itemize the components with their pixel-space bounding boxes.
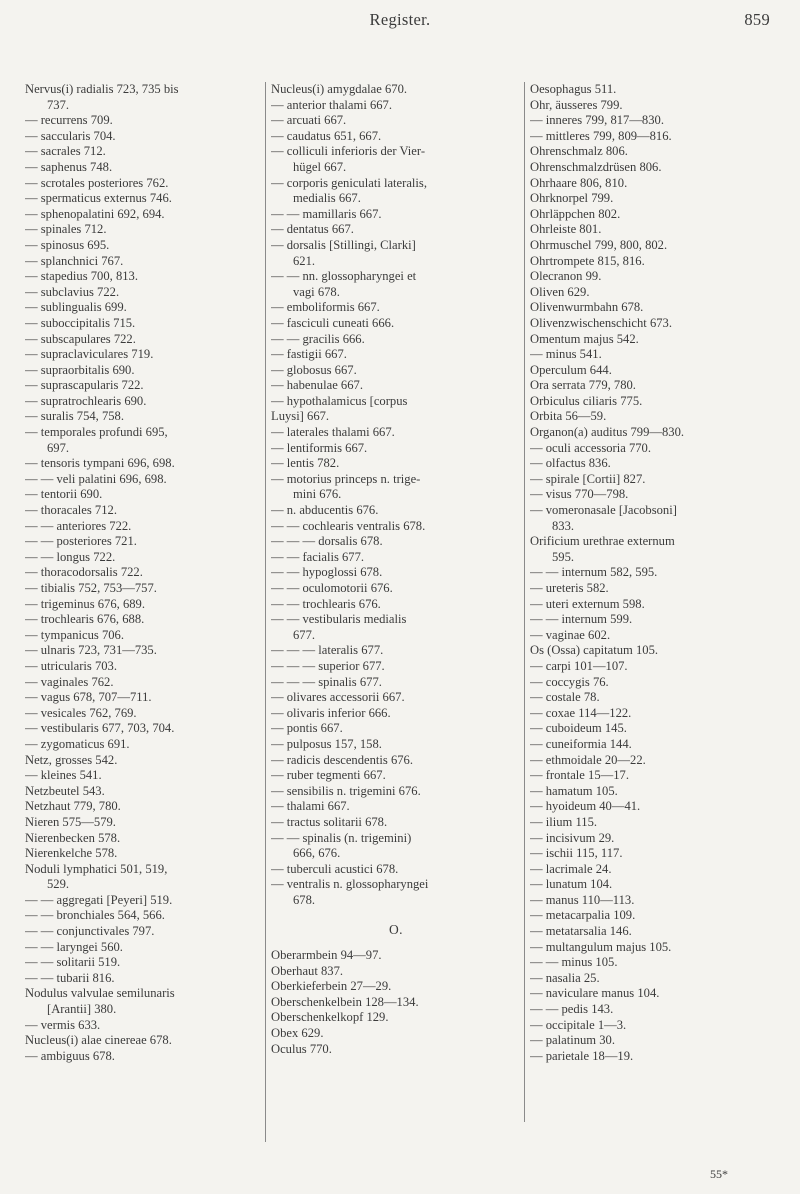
index-entry-line: — supraorbitalis 690. [25,362,135,377]
index-entry-line: — habenulae 667. [271,378,363,393]
index-entry-line: — vomeronasale [Jacobsoni] [530,503,677,518]
index-entry-line: — spirale [Cortii] 827. [530,471,646,486]
index-entry-line: Ohrenschmalzdrüsen 806. [530,159,662,174]
index-entry-line: — — pedis 143. [530,1002,614,1017]
index-entry-line: — — aggregati [Peyeri] 519. [25,892,173,907]
index-entry-line: — suboccipitalis 715. [25,315,136,330]
index-entry-line: — hamatum 105. [530,783,618,798]
index-entry-line: — suprascapularis 722. [25,378,144,393]
index-entry-line: 666, 676. [293,846,341,861]
index-entry-line: — globosus 667. [271,362,357,377]
index-entry-line: Oberhaut 837. [271,963,344,978]
index-entry-line: Ohrknorpel 799. [530,191,614,206]
index-entry-line: — occipitale 1—3. [530,1017,627,1032]
column-rule [524,82,525,1122]
index-entry-line: — hypothalamicus [corpus [271,393,408,408]
index-entry-line: — — facialis 677. [271,549,365,564]
index-entry-line: — thalami 667. [271,799,350,814]
index-entry-line: — frontale 15—17. [530,768,629,783]
index-entry-line: — trochlearis 676, 688. [25,612,145,627]
index-entry-line: — motorius princeps n. trige- [271,471,421,486]
index-entry-line: — minus 541. [530,347,602,362]
index-entry-line: Orificium urethrae externum [530,534,675,549]
index-entry-line: Oculus 770. [271,1041,332,1056]
index-entry-line: 697. [47,440,70,455]
index-entry-line: — suralis 754, 758. [25,409,124,424]
index-entry-line: 833. [552,518,575,533]
index-entry-line: Nierenkelche 578. [25,846,118,861]
index-entry-line: — olivares accessorii 667. [271,690,405,705]
index-column-2 [271,82,521,1162]
index-entry-line: — carpi 101—107. [530,658,628,673]
index-entry-line: — olfactus 836. [530,456,611,471]
index-entry-line: — stapedius 700, 813. [25,269,138,284]
index-entry-line: — — mamillaris 667. [271,206,382,221]
index-entry-line: — — nn. glossopharyngei et [271,269,417,284]
index-entry-line: mini 676. [293,487,342,502]
index-entry-line: Ora serrata 779, 780. [530,378,636,393]
index-entry-line: — radicis descendentis 676. [271,752,413,767]
index-entry-line: — — longus 722. [25,549,116,564]
index-entry-line: — anterior thalami 667. [271,97,393,112]
index-entry-line: 677. [293,627,316,642]
index-entry-line: 737. [47,97,70,112]
index-entry-line: — coxae 114—122. [530,705,632,720]
index-column-3 [530,82,775,1162]
index-entry-line: — thoracodorsalis 722. [25,565,143,580]
index-entry-line: — temporales profundi 695, [25,425,168,440]
index-entry-line: — olivaris inferior 666. [271,705,391,720]
index-entry-line: — colliculi inferioris der Vier- [271,144,426,159]
index-entry-line: — vagus 678, 707—711. [25,690,152,705]
index-entry-line: — — conjunctivales 797. [25,924,155,939]
index-entry-line: — ilium 115. [530,814,598,829]
index-entry-line: — nasalia 25. [530,970,600,985]
index-entry-line: — oculi accessoria 770. [530,440,651,455]
index-entry-line: — recurrens 709. [25,113,113,128]
index-entry-line: Ohrleiste 801. [530,222,602,237]
index-entry-line: Operculum 644. [530,362,612,377]
index-entry-line: Nodulus valvulae semilunaris [25,986,175,1001]
index-entry-line: Nucleus(i) alae cinereae 678. [25,1033,172,1048]
index-entry-line: — n. abducentis 676. [271,503,379,518]
index-entry-line: — cuneiformia 144. [530,736,632,751]
index-entry-line: — mittleres 799, 809—816. [530,128,672,143]
index-entry-line: — vestibularis 677, 703, 704. [25,721,175,736]
index-entry-line: — ventralis n. glossopharyngei [271,877,429,892]
index-entry-line: — — internum 599. [530,612,633,627]
index-entry-line: — kleines 541. [25,768,102,783]
index-entry-line: — caudatus 651, 667. [271,128,382,143]
index-entry-line: — utricularis 703. [25,658,117,673]
index-entry-line: — vaginae 602. [530,627,611,642]
index-entry-line: — trigeminus 676, 689. [25,596,145,611]
index-entry-line: — lacrimale 24. [530,861,612,876]
index-entry-line: — uteri externum 598. [530,596,645,611]
index-entry-line: — tympanicus 706. [25,627,124,642]
index-entry-line: Netzbeutel 543. [25,783,105,798]
index-entry-line: — lentiformis 667. [271,440,368,455]
index-entry-line: — emboliformis 667. [271,300,380,315]
index-entry-line: — sphenopalatini 692, 694. [25,206,165,221]
index-entry-line: — ureteris 582. [530,581,609,595]
index-entry-line: — ischii 115, 117. [530,846,623,861]
index-entry-line: — arcuati 667. [271,113,347,128]
index-entry-line: Ohrtrompete 815, 816. [530,253,645,268]
index-entry-line: — dentatus 667. [271,222,354,237]
index-entry-line: — costale 78. [530,690,600,705]
index-entry-line: — fastigii 667. [271,347,347,362]
index-entry-line: — — internum 582, 595. [530,565,658,580]
running-head [0,10,800,36]
index-entry-line: — saphenus 748. [25,159,113,174]
index-entry-line: Omentum majus 542. [530,331,639,346]
index-entry-line: — thoracales 712. [25,503,117,518]
index-entry-line: — dorsalis [Stillingi, Clarki] [271,237,416,252]
index-entry-line: — sensibilis n. trigemini 676. [271,783,421,798]
index-entry-line: 595. [552,549,575,564]
index-entry-line: Nierenbecken 578. [25,830,121,845]
index-entry-line: — — tubarii 816. [25,970,115,985]
index-entry-line: medialis 667. [293,191,361,206]
index-entry-line: Ohrhaare 806, 810. [530,175,628,190]
index-entry-line: — naviculare manus 104. [530,986,660,1001]
index-entry-line: Oberschenkelbein 128—134. [271,994,419,1009]
index-entry-line: — hyoideum 40—41. [530,799,641,814]
index-entry-line: Ohr, äusseres 799. [530,97,623,112]
index-entry-line: — incisivum 29. [530,830,615,845]
index-entry-line: — — bronchiales 564, 566. [25,908,165,923]
index-entry-line: — spermaticus externus 746. [25,191,172,206]
index-entry-line: — — — spinalis 677. [271,674,382,689]
column-rule [265,82,266,1142]
index-entry-line: — ethmoidale 20—22. [530,752,646,767]
index-entry-line: Olivenwurmbahn 678. [530,300,644,315]
index-entry-line: Olecranon 99. [530,269,602,284]
index-entry-line: — pulposus 157, 158. [271,736,382,751]
index-entry-line: — — spinalis (n. trigemini) [271,830,412,845]
index-entry-line: Noduli lymphatici 501, 519, [25,861,168,876]
index-entry-line: — tuberculi acustici 678. [271,861,399,876]
index-entry-line: — coccygis 76. [530,674,609,689]
index-entry-line: — subclavius 722. [25,284,120,299]
index-entry-line: — parietale 18—19. [530,1048,634,1063]
index-entry-line: — metatarsalia 146. [530,924,632,939]
index-entry-line: — lentis 782. [271,456,340,471]
index-entry-line: — vaginales 762. [25,674,114,689]
index-entry-line: — ulnaris 723, 731—735. [25,643,157,658]
index-entry-line: — supratrochlearis 690. [25,393,147,408]
index-entry-line: — — trochlearis 676. [271,596,381,611]
index-entry-line: — visus 770—798. [530,487,629,502]
index-entry-line: — — posteriores 721. [25,534,137,549]
index-entry-line: — zygomaticus 691. [25,736,130,751]
index-entry-line: — — — superior 677. [271,658,385,673]
index-entry-line: — pontis 667. [271,721,343,736]
index-entry-line: — — veli palatini 696, 698. [25,471,167,486]
index-entry-line: Oesophagus 511. [530,82,617,96]
index-entry-line: — — gracilis 666. [271,331,365,346]
index-entry-line: vagi 678. [293,284,340,299]
index-entry-line: Oberkieferbein 27—29. [271,979,392,994]
index-entry-line: — — laryngei 560. [25,939,123,954]
index-entry-line: — metacarpalia 109. [530,908,636,923]
index-entry-line: — — cochlearis ventralis 678. [271,518,426,533]
index-entry-line: — inneres 799, 817—830. [530,113,664,128]
index-entry-line: — multangulum majus 105. [530,939,672,954]
index-entry-line: — sublingualis 699. [25,300,127,315]
index-entry-line: — vesicales 762, 769. [25,705,137,720]
index-entry-line: — — hypoglossi 678. [271,565,383,580]
index-entry-line: Luysi] 667. [271,409,330,424]
index-entry-line: — — vestibularis medialis [271,612,407,627]
index-entry-line: Orbiculus ciliaris 775. [530,393,643,408]
index-entry-line: — tractus solitarii 678. [271,814,388,829]
index-entry-line: Netzhaut 779, 780. [25,799,121,814]
index-entry-line: — spinales 712. [25,222,107,237]
index-entry-line: Olivenzwischenschicht 673. [530,315,672,330]
section-letter: O. [388,922,404,938]
index-entry-line: — spinosus 695. [25,237,110,252]
index-entry-line: Organon(a) auditus 799—830. [530,425,685,440]
index-entry-line: — — minus 105. [530,955,618,970]
index-entry-line: Ohrmuschel 799, 800, 802. [530,237,668,252]
index-entry-line: hügel 667. [293,159,347,174]
index-entry-line: — tentorii 690. [25,487,103,502]
index-entry-line: — — anteriores 722. [25,518,132,533]
index-entry-line: Ohrenschmalz 806. [530,144,628,159]
index-entry-line: — lunatum 104. [530,877,613,892]
index-entry-line: Oberarmbein 94—97. [271,948,382,963]
index-entry-line: — palatinum 30. [530,1033,615,1048]
index-entry-line: Nieren 575—579. [25,814,116,829]
signature-mark: 55* [710,1167,728,1181]
index-entry-line: — fasciculi cuneati 666. [271,315,395,330]
index-entry-line: Obex 629. [271,1026,324,1041]
index-entry-line: Nervus(i) radialis 723, 735 bis [25,82,179,96]
index-entry-line: Orbita 56—59. [530,409,607,424]
running-title: Register. [369,10,431,29]
index-entry-line: Oliven 629. [530,284,590,299]
index-entry-line: 529. [47,877,70,892]
index-entry-line: 621. [293,253,316,268]
index-entry-line: Netz, grosses 542. [25,752,118,767]
index-column-1 [25,82,263,1162]
index-entry-line: Ohrläppchen 802. [530,206,621,221]
index-entry-line: — ambiguus 678. [25,1048,115,1063]
index-entry-line: Oberschenkelkopf 129. [271,1010,389,1025]
index-entry-line: — cuboideum 145. [530,721,627,736]
index-entry-line: — vermis 633. [25,1017,101,1032]
index-entry-line: — splanchnici 767. [25,253,124,268]
index-entry-line: — tensoris tympani 696, 698. [25,456,175,471]
index-entry-line: — sacrales 712. [25,144,106,159]
index-entry-line: [Arantii] 380. [47,1002,117,1017]
index-entry-line: — laterales thalami 667. [271,425,395,440]
index-entry-line: — saccularis 704. [25,128,116,143]
index-entry-line: — corporis geniculati lateralis, [271,175,427,190]
index-entry-line: Nucleus(i) amygdalae 670. [271,82,408,96]
index-entry-line: — tibialis 752, 753—757. [25,581,157,595]
page-number: 859 [744,10,770,29]
index-entry-line: Os (Ossa) capitatum 105. [530,643,659,658]
index-entry-line: — scrotales posteriores 762. [25,175,169,190]
index-entry-line: — — oculomotorii 676. [271,581,393,595]
index-entry-line: 678. [293,892,316,907]
index-entry-line: — — — lateralis 677. [271,643,384,658]
index-entry-line: — subscapulares 722. [25,331,136,346]
index-entry-line: — — solitarii 519. [25,955,121,970]
index-entry-line: — ruber tegmenti 667. [271,768,386,783]
index-entry-line: — supraclaviculares 719. [25,347,154,362]
index-entry-line: — manus 110—113. [530,892,635,907]
index-entry-line: — — — dorsalis 678. [271,534,383,549]
